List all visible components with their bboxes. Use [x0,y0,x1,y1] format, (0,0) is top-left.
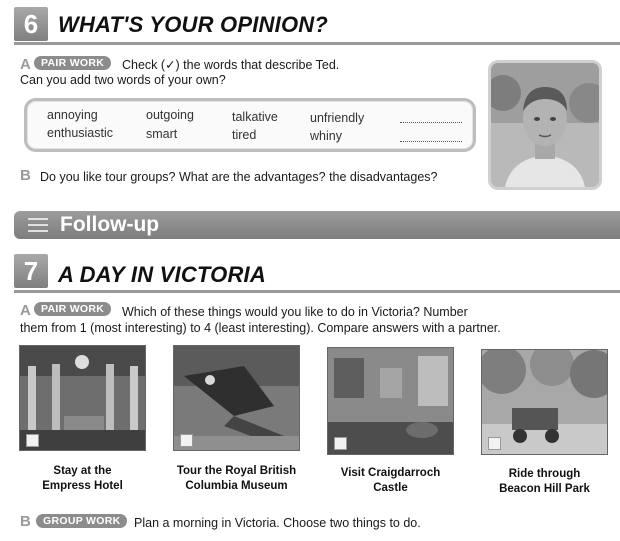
section-rule [14,290,620,293]
word-box [24,98,476,152]
part-letter-b: B [20,513,31,530]
menu-lines-icon [28,218,48,232]
caption-line: Empress Hotel [42,480,123,492]
pair-work-badge: PAIR WORK [34,302,111,316]
portrait-image [491,63,599,187]
blank-line[interactable] [400,122,462,123]
caption-line: Beacon Hill Park [499,483,590,495]
section-number-6 [14,7,48,41]
word-unfriendly[interactable]: unfriendly [310,111,365,125]
caption-line: Castle [373,482,408,494]
rank-checkbox[interactable] [334,437,347,450]
group-instruction: Plan a morning in Victoria. Choose two things to do. [134,516,421,530]
section-number-7 [14,254,48,288]
word-smart[interactable]: smart [146,127,178,141]
rank-checkbox[interactable] [26,434,39,447]
activity-caption [322,466,459,496]
instruction-line: Which of these things would you like to do in Victoria? Number [122,305,468,319]
instruction-line: Can you add two words of your own? [20,73,226,87]
caption-line: Visit Craigdarroch [340,467,441,479]
section-number-text: 6 [23,8,39,39]
section-title-victoria: A DAY IN VICTORIA [58,262,266,287]
activity-caption [163,464,310,494]
activity-caption [19,464,146,494]
rank-checkbox[interactable] [180,434,193,447]
ted-photo [488,60,602,190]
instruction-line: Check (✓) the words that describe Ted. [122,58,340,72]
discussion-question: Do you like tour groups? What are the advantages? the disadvantages? [40,170,438,184]
part-letter-b: B [20,167,31,184]
group-work-badge: GROUP WORK [36,514,127,528]
section-rule [14,42,620,45]
caption-line: Columbia Museum [185,480,288,492]
blank-line[interactable] [400,141,462,142]
caption-line: Tour the Royal British [176,465,297,477]
word-whiny[interactable]: whiny [310,129,342,143]
word-enthusiastic[interactable]: enthusiastic [47,126,114,140]
caption-line: Ride through [508,468,581,480]
instruction-line: them from 1 (most interesting) to 4 (least interesting). Compare answers with a partner. [20,321,501,335]
word-tired[interactable]: tired [232,128,257,142]
word-talkative[interactable]: talkative [232,110,278,124]
caption-line: Stay at the [53,465,112,477]
section-title-opinion: WHAT'S YOUR OPINION? [58,12,328,37]
word-outgoing[interactable]: outgoing [146,108,194,122]
rank-checkbox[interactable] [488,437,501,450]
word-annoying[interactable]: annoying [47,108,98,122]
part-letter-a: A [20,56,31,73]
follow-up-label: Follow-up [60,213,160,236]
part-letter-a: A [20,302,31,319]
activity-caption [481,467,608,497]
section-number-text: 7 [23,255,39,286]
pair-work-badge: PAIR WORK [34,56,111,70]
